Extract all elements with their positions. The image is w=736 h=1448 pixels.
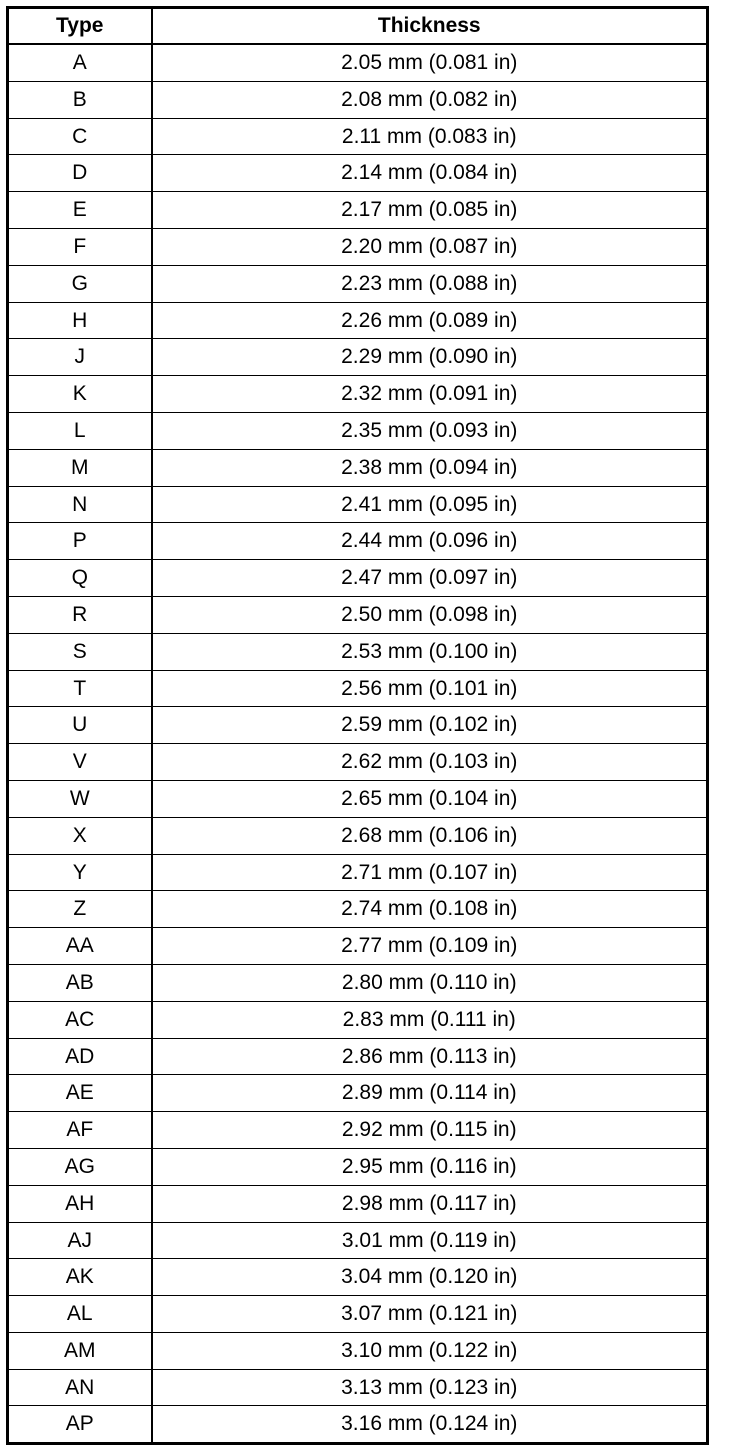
thickness-cell: 2.53 mm (0.100 in) — [152, 633, 708, 670]
thickness-table — [6, 6, 709, 1445]
thickness-cell: 2.65 mm (0.104 in) — [152, 780, 708, 817]
thickness-cell: 2.05 mm (0.081 in) — [152, 44, 708, 81]
type-cell: AF — [8, 1112, 152, 1149]
thickness-cell: 2.47 mm (0.097 in) — [152, 560, 708, 597]
thickness-cell: 2.32 mm (0.091 in) — [152, 376, 708, 413]
thickness-cell: 2.86 mm (0.113 in) — [152, 1038, 708, 1075]
table-row — [8, 707, 708, 744]
table-row — [8, 964, 708, 1001]
type-cell: E — [8, 192, 152, 229]
thickness-cell: 2.17 mm (0.085 in) — [152, 192, 708, 229]
table-row — [8, 1038, 708, 1075]
table-row — [8, 412, 708, 449]
thickness-cell: 2.68 mm (0.106 in) — [152, 817, 708, 854]
type-cell: C — [8, 118, 152, 155]
thickness-cell: 2.71 mm (0.107 in) — [152, 854, 708, 891]
type-cell: J — [8, 339, 152, 376]
table-row — [8, 376, 708, 413]
table-row — [8, 228, 708, 265]
thickness-cell: 2.08 mm (0.082 in) — [152, 81, 708, 118]
table-body — [8, 44, 708, 1444]
type-cell: AL — [8, 1296, 152, 1333]
type-cell: AB — [8, 964, 152, 1001]
type-cell: B — [8, 81, 152, 118]
type-cell: V — [8, 744, 152, 781]
type-cell: AJ — [8, 1222, 152, 1259]
thickness-cell: 3.07 mm (0.121 in) — [152, 1296, 708, 1333]
thickness-cell: 2.41 mm (0.095 in) — [152, 486, 708, 523]
thickness-cell: 2.98 mm (0.117 in) — [152, 1185, 708, 1222]
thickness-cell: 2.80 mm (0.110 in) — [152, 964, 708, 1001]
thickness-cell: 2.14 mm (0.084 in) — [152, 155, 708, 192]
table-row — [8, 633, 708, 670]
table-row — [8, 118, 708, 155]
thickness-cell: 2.83 mm (0.111 in) — [152, 1001, 708, 1038]
type-cell: AD — [8, 1038, 152, 1075]
thickness-cell: 3.04 mm (0.120 in) — [152, 1259, 708, 1296]
table-row — [8, 1222, 708, 1259]
type-cell: Q — [8, 560, 152, 597]
thickness-cell: 2.23 mm (0.088 in) — [152, 265, 708, 302]
table-row — [8, 891, 708, 928]
table-row — [8, 1259, 708, 1296]
type-cell: S — [8, 633, 152, 670]
table-row — [8, 265, 708, 302]
type-cell: A — [8, 44, 152, 81]
thickness-cell: 3.16 mm (0.124 in) — [152, 1406, 708, 1444]
type-cell: F — [8, 228, 152, 265]
thickness-cell: 2.95 mm (0.116 in) — [152, 1148, 708, 1185]
thickness-cell: 3.10 mm (0.122 in) — [152, 1332, 708, 1369]
thickness-cell: 2.92 mm (0.115 in) — [152, 1112, 708, 1149]
type-cell: M — [8, 449, 152, 486]
thickness-cell: 2.35 mm (0.093 in) — [152, 412, 708, 449]
thickness-cell: 2.50 mm (0.098 in) — [152, 596, 708, 633]
table-row — [8, 1332, 708, 1369]
type-cell: Z — [8, 891, 152, 928]
type-column-header: Type — [8, 8, 152, 45]
table-row — [8, 928, 708, 965]
type-cell: L — [8, 412, 152, 449]
table-row — [8, 1296, 708, 1333]
type-cell: AC — [8, 1001, 152, 1038]
type-cell: K — [8, 376, 152, 413]
thickness-cell: 2.59 mm (0.102 in) — [152, 707, 708, 744]
table-row — [8, 670, 708, 707]
thickness-cell: 2.89 mm (0.114 in) — [152, 1075, 708, 1112]
table-row — [8, 339, 708, 376]
table-row — [8, 1148, 708, 1185]
thickness-cell: 2.77 mm (0.109 in) — [152, 928, 708, 965]
table-row — [8, 1001, 708, 1038]
table-row — [8, 1406, 708, 1444]
thickness-cell: 2.38 mm (0.094 in) — [152, 449, 708, 486]
table-row — [8, 1369, 708, 1406]
table-row — [8, 560, 708, 597]
type-cell: U — [8, 707, 152, 744]
type-cell: D — [8, 155, 152, 192]
thickness-cell: 2.29 mm (0.090 in) — [152, 339, 708, 376]
table-header-row — [8, 8, 708, 45]
type-cell: W — [8, 780, 152, 817]
table-row — [8, 744, 708, 781]
table-row — [8, 44, 708, 81]
type-cell: AM — [8, 1332, 152, 1369]
type-cell: G — [8, 265, 152, 302]
table-row — [8, 486, 708, 523]
type-cell: AK — [8, 1259, 152, 1296]
thickness-cell: 2.62 mm (0.103 in) — [152, 744, 708, 781]
thickness-cell: 3.01 mm (0.119 in) — [152, 1222, 708, 1259]
type-cell: AA — [8, 928, 152, 965]
type-cell: AH — [8, 1185, 152, 1222]
thickness-cell: 3.13 mm (0.123 in) — [152, 1369, 708, 1406]
type-cell: Y — [8, 854, 152, 891]
thickness-column-header: Thickness — [152, 8, 708, 45]
type-cell: T — [8, 670, 152, 707]
thickness-cell: 2.74 mm (0.108 in) — [152, 891, 708, 928]
table-row — [8, 1185, 708, 1222]
table-row — [8, 1075, 708, 1112]
table-row — [8, 81, 708, 118]
thickness-cell: 2.44 mm (0.096 in) — [152, 523, 708, 560]
type-cell: AN — [8, 1369, 152, 1406]
table-row — [8, 192, 708, 229]
type-cell: H — [8, 302, 152, 339]
table-row — [8, 596, 708, 633]
table-row — [8, 1112, 708, 1149]
type-cell: AE — [8, 1075, 152, 1112]
type-cell: N — [8, 486, 152, 523]
type-cell: P — [8, 523, 152, 560]
table-row — [8, 817, 708, 854]
table-row — [8, 302, 708, 339]
type-cell: AP — [8, 1406, 152, 1444]
table-row — [8, 780, 708, 817]
thickness-cell: 2.56 mm (0.101 in) — [152, 670, 708, 707]
type-cell: AG — [8, 1148, 152, 1185]
thickness-cell: 2.26 mm (0.089 in) — [152, 302, 708, 339]
table-row — [8, 155, 708, 192]
type-cell: X — [8, 817, 152, 854]
type-cell: R — [8, 596, 152, 633]
thickness-cell: 2.20 mm (0.087 in) — [152, 228, 708, 265]
table-row — [8, 449, 708, 486]
table-row — [8, 523, 708, 560]
thickness-cell: 2.11 mm (0.083 in) — [152, 118, 708, 155]
table-row — [8, 854, 708, 891]
